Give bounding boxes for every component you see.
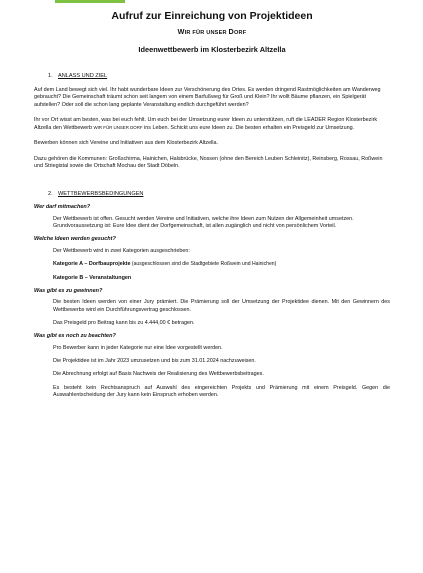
answer-2: Der Wettbewerb wird in zwei Kategorien ausgeschrieben: xyxy=(53,247,190,254)
rule-no-legal-claim: Es besteht kein Rechtsanspruch auf Auswahl des eingereichten Projekts und Prämierung mit einem Preisgeld. Gegen die Auswahlentscheidung der Jury kann kein Einspruch erhoben werden. xyxy=(53,384,390,398)
document-subtitle xyxy=(34,26,390,39)
rule-billing: Die Abrechnung erfolgt auf Basis Nachweis der Realisierung des Wettbewerbsbeitrages. xyxy=(53,371,264,378)
header-accent-bar xyxy=(55,0,125,3)
category-a-label: Kategorie A – Dorfbauprojekte xyxy=(53,261,131,268)
rule-one-idea: Pro Bewerber kann in jeder Kategorie nur eine Idee vorgestellt werden. xyxy=(53,344,223,351)
question-2: Welche Ideen werden gesucht? xyxy=(34,236,116,243)
subtitle-cap-d: D xyxy=(228,27,234,36)
section-number-2: 2. xyxy=(48,191,53,198)
section-title-1: ANLASS UND ZIEL xyxy=(58,73,108,79)
contest-name: Ideenwettbewerb im Klosterbezirk Altzella xyxy=(138,45,286,54)
question-1: Wer darf mitmachen? xyxy=(34,204,91,211)
subtitle-cap-w: W xyxy=(177,27,185,36)
question-4: Was gibt es noch zu beachten? xyxy=(34,333,116,340)
answer-3: Die besten Ideen werden von einer Jury prämiert. Die Prämierung soll der Umsetzung der Projektidee dienen. Mit den Gewinnern des Wettbewerbs wird ein Durchführungsvertrag geschlossen. xyxy=(53,299,390,313)
section-heading-1 xyxy=(48,72,390,80)
section1-paragraph-1: Auf dem Land bewegt sich viel. Ihr habt wunderbare Ideen zur Verschönerung des Ortes. Es werden dringend Rastmöglichkeiten am Wanderweg gebraucht? Die Gemeinschaft träumt schon seit langem von einem Barfußweg für Groß und Klein? Ihr wollt Bäume pflanzen, ein Spielgerät aufstellen? Oder soll die schon lang geplante Veranstaltung endlich durchgeführt werden? xyxy=(34,87,381,108)
category-a xyxy=(53,261,390,268)
p2-text-b: ins Leben. Schickt uns eure Ideen zu. Die besten erhalten ein Preisgeld zur Umsetzung. xyxy=(142,125,355,132)
section-heading-2 xyxy=(48,190,390,198)
subtitle-smallcaps-1: IR FÜR UNSER xyxy=(184,30,229,36)
answer-1: Der Wettbewerb ist offen. Gesucht werden Vereine und Initiativen, welche ihre Ideen zum Nutzen der Allgemeinheit umsetzen. Grundvoraussetzung ist: Eure Idee dient der Dorfgemeinschaft, ist allen zugänglich und nicht von persönlichem Vorteil. xyxy=(53,215,354,230)
question-3: Was gibt es zu gewinnen? xyxy=(34,287,103,294)
p2-text-a: Ihr vor Ort wisst am besten, was bei euch fehlt. Um euch bei der Umsetzung eurer Ideen zu unterstützen, ruft die LEADER Region Klosterbezirk Altzella den Wettbewerb xyxy=(34,116,378,132)
subtitle-smallcaps-2: ORF xyxy=(233,30,247,36)
section-title-2: WETTBEWERBSBEDINGUNGEN xyxy=(58,191,144,198)
prize-amount: Das Preisgeld pro Beitrag kann bis zu 4.444,00 € betragen. xyxy=(53,319,195,326)
category-b xyxy=(53,275,390,282)
section1-paragraph-4: Dazu gehören die Kommunen: Großschirma, Hainichen, Halsbrücke, Nossen (ohne den Bereich Leuben Schleinitz), Reinsberg, Rossau, Roßwein und Striegistal sowie die Ortschaft Mochau der Stadt Döbeln. xyxy=(34,155,383,170)
document-page xyxy=(34,10,390,399)
category-b-label: Kategorie B – Veranstaltungen xyxy=(53,274,132,281)
rule-deadline: Die Projektidee ist im Jahr 2023 umzusetzen und bis zum 31.01.2024 nachzuweisen. xyxy=(53,358,256,365)
section1-paragraph-3: Bewerben können sich Vereine und Initiativen aus dem Klosterbezirk Altzella. xyxy=(34,140,218,147)
section-number-1: 1. xyxy=(48,73,53,79)
document-title: Aufruf zur Einreichung von Projektideen xyxy=(111,10,313,22)
section1-paragraph-2 xyxy=(34,117,390,133)
p2-contest-smallcaps: WIR FÜR UNSER DORF xyxy=(93,125,143,131)
category-a-note: (ausgeschlossen sind die Stadtgebiete Roßwein und Hainichen) xyxy=(130,261,277,268)
